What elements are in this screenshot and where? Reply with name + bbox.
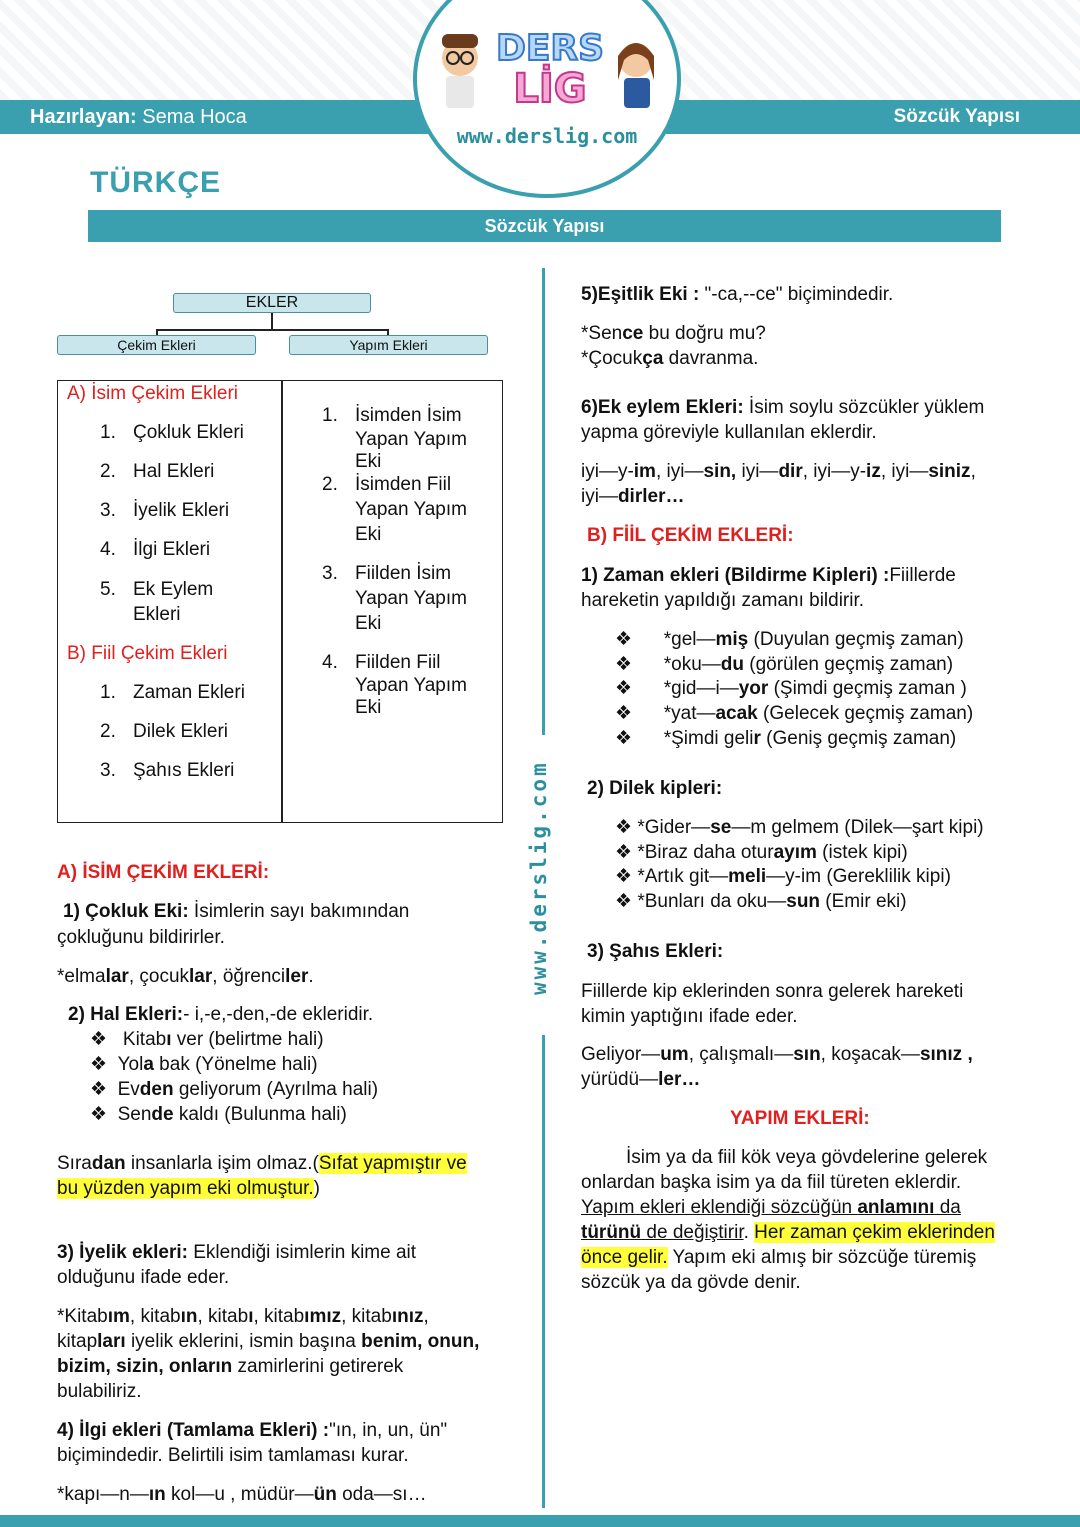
table-item: İsimden İsim	[355, 405, 462, 426]
table-item-number: 3.	[100, 760, 116, 781]
table-b-title: B) Fiil Çekim Ekleri	[67, 643, 228, 664]
table-item-number: 2.	[322, 474, 338, 495]
table-item: Yapan Yapım	[355, 499, 467, 520]
esitlik-example2: *Çocukça davranma.	[581, 348, 759, 369]
ekeylem-desc: yapma göreviyle kullanılan eklerdir.	[581, 422, 877, 443]
hal-item: ❖ Kitabı ver (belirtme hali)	[90, 1029, 324, 1050]
bullet-icon: ❖	[615, 817, 633, 838]
bullet-icon: ❖	[615, 629, 633, 650]
table-item: İsimden Fiil	[355, 474, 452, 495]
hal-note-line1: Sıradan insanlarla işim olmaz.(Sıfat yapmıştır ve	[57, 1153, 467, 1174]
derslig-logo	[438, 20, 658, 110]
diagram-connector	[156, 329, 389, 331]
bullet-icon: ❖	[615, 866, 633, 887]
hal-note-line2: bu yüzden yapım eki olmuştur.)	[57, 1178, 320, 1199]
table-item: İyelik Ekleri	[133, 500, 230, 521]
table-item-number: 2.	[100, 721, 116, 742]
author-label: Hazırlayan: Sema Hoca	[30, 106, 247, 128]
cokluk-eki-example: *elmalar, çocuklar, öğrenciler.	[57, 966, 314, 987]
bullet-icon: ❖	[90, 1029, 108, 1050]
iyelik-example3: bizim, sizin, onların zamirlerini getirerek	[57, 1356, 404, 1377]
ilgi-line: 4) İlgi ekleri (Tamlama Ekleri) :"ın, in, un, ün"	[57, 1420, 448, 1441]
zaman-item: ❖ *gid—i—yor (Şimdi geçmiş zaman )	[615, 678, 967, 699]
ekeylem-line: 6)Ek eylem Ekleri: İsim soylu sözcükler yüklem	[581, 397, 985, 418]
hal-ekleri-line: 2) Hal Ekleri:- i,-e,-den,-de ekleridir.	[68, 1004, 374, 1025]
bullet-icon: ❖	[90, 1104, 108, 1125]
zaman-line: 1) Zaman ekleri (Bildirme Kipleri) :Fiillerde	[581, 565, 956, 586]
diagram-cekim-ekleri: Çekim Ekleri	[57, 335, 256, 355]
subject-title: TÜRKÇE	[90, 166, 221, 199]
table-item-number: 4.	[322, 652, 338, 673]
footer-band	[0, 1515, 1080, 1527]
author-name: Sema Hoca	[142, 106, 247, 128]
page-title-bar: Sözcük Yapısı	[88, 210, 1001, 242]
zaman-desc: hareketin yapıldığı zamanı bildirir.	[581, 590, 865, 611]
table-item-number: 4.	[100, 539, 116, 560]
table-item: Çokluk Ekleri	[133, 422, 244, 443]
dilek-heading: 2) Dilek kipleri:	[587, 778, 723, 799]
dilek-item: ❖ *Artık git—meli—y-im (Gereklilik kipi)	[615, 866, 951, 887]
bullet-icon: ❖	[615, 842, 633, 863]
yapim-text6: sözcük ya da gövde denir.	[581, 1272, 801, 1293]
table-item: Zaman Ekleri	[133, 682, 245, 703]
sahis-desc1: Fiillerde kip eklerinden sonra gelerek hareketi	[581, 981, 964, 1002]
table-divider	[281, 381, 283, 822]
cokluk-eki-line: 1) Çokluk Eki: İsimlerin sayı bakımından	[63, 901, 410, 922]
table-item: Yapan Yapım	[355, 675, 467, 696]
zaman-item: ❖ *oku—du (görülen geçmiş zaman)	[615, 654, 954, 675]
zaman-item: ❖ *gel—miş (Duyulan geçmiş zaman)	[615, 629, 964, 650]
table-item-number: 5.	[100, 579, 116, 600]
table-item: Fiilden Fiil	[355, 652, 441, 673]
isim-cekim-heading: A) İSİM ÇEKİM EKLERİ:	[57, 862, 270, 883]
iyelik-example2: kitapları iyelik eklerini, ismin başına benim, onun,	[57, 1331, 480, 1352]
yapim-text2: onlardan başka isim ya da fiil türeten eklerdir.	[581, 1172, 962, 1193]
table-item-number: 2.	[100, 461, 116, 482]
table-item-number: 3.	[100, 500, 116, 521]
fiil-cekim-heading: B) FİİL ÇEKİM EKLERİ:	[587, 525, 794, 546]
table-item: Eki	[355, 524, 382, 545]
hal-item: ❖ Sende kaldı (Bulunma hali)	[90, 1104, 347, 1125]
table-item: Eki	[355, 697, 382, 718]
hal-item: ❖ Evden geliyorum (Ayrılma hali)	[90, 1079, 379, 1100]
ekeylem-example1: iyi—y-im, iyi—sin, iyi—dir, iyi—y-iz, iyi—siniz,	[581, 461, 976, 482]
bullet-icon: ❖	[615, 891, 633, 912]
table-a-title: A) İsim Çekim Ekleri	[67, 383, 239, 404]
dilek-item: ❖ *Biraz daha oturayım (istek kipi)	[615, 842, 908, 863]
table-item: Yapan Yapım	[355, 588, 467, 609]
table-item-number: 1.	[100, 682, 116, 703]
bullet-icon: ❖	[90, 1054, 108, 1075]
sahis-desc2: kimin yaptığını ifade eder.	[581, 1006, 798, 1027]
table-item-number: 3.	[322, 563, 338, 584]
iyelik-example4: bulabiliriz.	[57, 1381, 142, 1402]
table-item: Hal Ekleri	[133, 461, 215, 482]
yapim-heading: YAPIM EKLERİ:	[730, 1108, 870, 1129]
table-item: Dilek Ekleri	[133, 721, 229, 742]
table-item: Eki	[355, 451, 382, 472]
ilgi-desc: biçimindedir. Belirtili isim tamlaması kurar.	[57, 1445, 409, 1466]
dilek-item: ❖ *Gider—se—m gelmem (Dilek—şart kipi)	[615, 817, 984, 838]
ilgi-example: *kapı—n—ın kol—u , müdür—ün oda—sı…	[57, 1484, 427, 1505]
table-item-number: 1.	[100, 422, 116, 443]
table-item: Yapan Yapım	[355, 429, 467, 450]
bullet-icon: ❖	[615, 703, 633, 724]
table-item-number: 1.	[322, 405, 338, 426]
diagram-root-ekler: EKLER	[173, 293, 371, 313]
iyelik-line: 3) İyelik ekleri: Eklendiği isimlerin kime ait	[57, 1242, 417, 1263]
hal-item: ❖ Yola bak (Yönelme hali)	[90, 1054, 318, 1075]
table-item: Eki	[355, 613, 382, 634]
cokluk-eki-desc: çokluğunu bildirirler.	[57, 927, 225, 948]
table-item: Ekleri	[133, 604, 181, 625]
logo-url: www.derslig.com	[456, 124, 638, 148]
yapim-text3: Yapım ekleri eklendiği sözcüğün anlamını da	[581, 1197, 961, 1218]
zaman-item: ❖ *Şimdi gelir (Geniş geçmiş zaman)	[615, 728, 957, 749]
sahis-example2: yürüdü—ler…	[581, 1069, 701, 1090]
dilek-item: ❖ *Bunları da oku—sun (Emir eki)	[615, 891, 907, 912]
bullet-icon: ❖	[615, 654, 633, 675]
table-item: İlgi Ekleri	[133, 539, 211, 560]
logo-word-bottom: LİG	[513, 66, 587, 110]
logo-word-top: DERS	[495, 28, 605, 69]
vertical-url: www.derslig.com	[527, 760, 551, 995]
esitlik-line: 5)Eşitlik Eki : "-ca,--ce" biçimindedir.	[581, 284, 894, 305]
bullet-icon: ❖	[90, 1079, 108, 1100]
sahis-heading: 3) Şahıs Ekleri:	[587, 941, 724, 962]
ekeylem-example2: iyi—dirler…	[581, 486, 685, 507]
diagram-connector	[271, 313, 273, 330]
table-item: Ek Eylem	[133, 579, 214, 600]
esitlik-example1: *Sence bu doğru mu?	[581, 323, 766, 344]
topic-label-right: Sözcük Yapısı	[893, 106, 1020, 127]
zaman-item: ❖ *yat—acak (Gelecek geçmiş zaman)	[615, 703, 974, 724]
iyelik-example1: *Kitabım, kitabın, kitabı, kitabımız, kitabınız,	[57, 1306, 429, 1327]
bullet-icon: ❖	[615, 678, 633, 699]
table-item: Şahıs Ekleri	[133, 760, 235, 781]
bullet-icon: ❖	[615, 728, 633, 749]
yapim-text1: İsim ya da fiil kök veya gövdelerine gelerek	[626, 1147, 988, 1168]
table-item: Fiilden İsim	[355, 563, 452, 584]
yapim-text4: türünü de değiştirir. Her zaman çekim eklerinden	[581, 1222, 995, 1243]
diagram-yapim-ekleri: Yapım Ekleri	[289, 335, 488, 355]
iyelik-desc: olduğunu ifade eder.	[57, 1267, 230, 1288]
yapim-text5: önce gelir. Yapım eki almış bir sözcüğe türemiş	[581, 1247, 977, 1268]
sahis-example1: Geliyor—um, çalışmalı—sın, koşacak—sınız ,	[581, 1044, 973, 1065]
